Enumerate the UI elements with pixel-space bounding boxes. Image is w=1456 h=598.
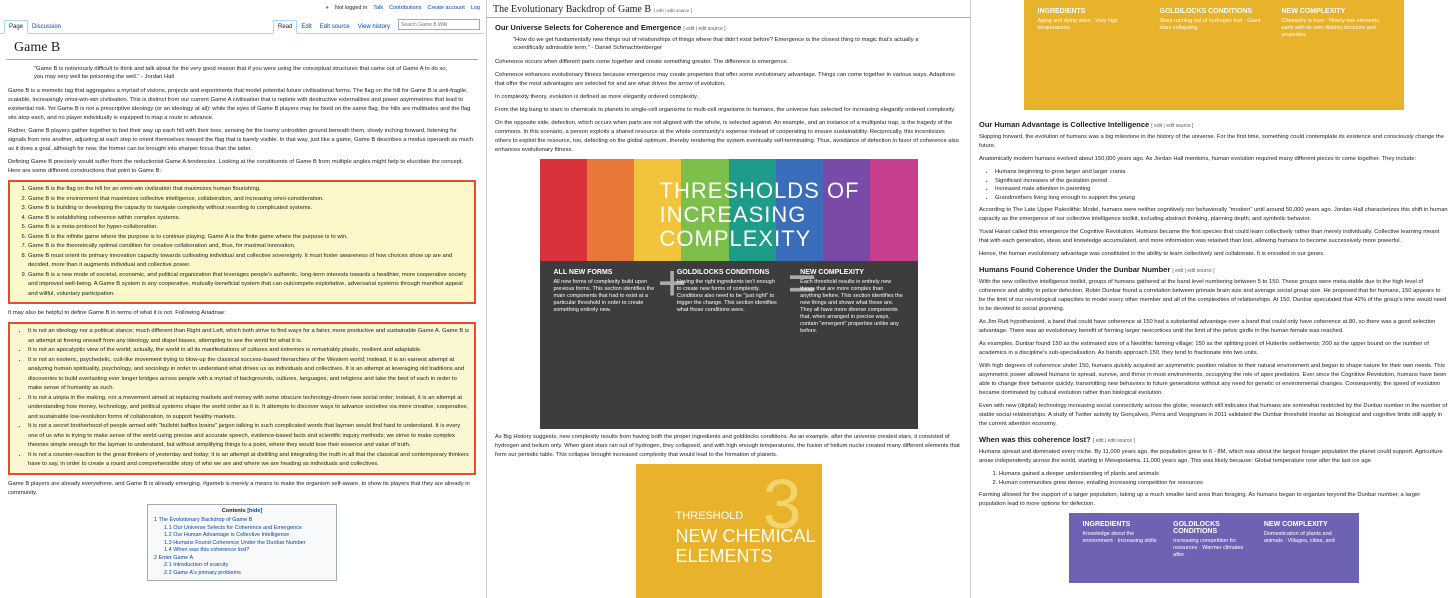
table-of-contents [147, 504, 337, 582]
paragraph: Humans spread and dominated every niche. By 11,000 years ago, the population grew to 6 - 8M, which was about the largest forager population the planet could support. Agriculture arose independently across the world, starting in Mesopotamia, 11,000 years ago. This was likely because: Global temperature rose after the last ice age [979, 449, 1443, 464]
list-item: • Humans beginning to grow larger and larger crania [995, 168, 1448, 177]
paragraph: As Jim Rutt hypothesized, a band that could have coherence at 150 had a substantial advantage over a band that could only have coherence at 80, so there was a good selection advantage. There was an evolutionary benefit of forming larger neocortices until the limit of the pelvic girdle in the human female was reached. [979, 319, 1436, 334]
paragraph: Yuval Harari called this emergence the Cognitive Revolution. Humans became the first species that could learn collectively rather than merely individually. Collective learning meant that with each generation, ideas and knowledge accumulated, and more information was retained than lost, allowing humans to become successively more powerful. [979, 229, 1440, 244]
thresholds-graphic [540, 159, 918, 429]
list-item: 2. Human communities grew dense, entailing increasing competition for resources [999, 479, 1448, 488]
threshold-label: THRESHOLD [675, 510, 744, 522]
list-item: 3. Game B is building or developing the capacity to navigate complexity without resorting to complicated systems. [28, 204, 470, 214]
toc-item[interactable]: 1.3 Humans Found Coherence Under the Dunbar Number [164, 539, 306, 546]
section-heading: The Evolutionary Backdrop of Game B [ edit | edit source ] [487, 0, 970, 18]
edit-section-link[interactable]: [ edit | edit source ] [1092, 438, 1135, 444]
what-it-is-not-highlight-box [8, 322, 476, 475]
evolution-pieces-list [979, 168, 1448, 202]
subsection-heading: When was this coherence lost? [ edit | edit source ] [979, 435, 1135, 444]
plus-symbol: + [657, 255, 687, 311]
list-item: 9. Game B is a new mode of societal, economic, and political organization that leverages people's authentic, long-term interests towards a healthier, more cooperative society and improved well-being. A Game B system is any cooperative, mutually-beneficial system that can outcompete exploitative, adversarial systems through manifest appeal and willful, voluntary participation. [28, 271, 470, 300]
graphic-heading: THRESHOLDS OF INCREASING COMPLEXITY [659, 178, 860, 251]
paragraph: Farming allowed for the support of a larger population, taking up a much smaller land area than foraging. As humans began to organize beyond the Dunbar number, a larger population lead to more options for defection. [979, 492, 1421, 507]
paragraph: Even with new (digital) technology increasing social connectivity across the globe, research still indicates that humans are somewhat restricted by the Dunbar number in the number of stable social relationships. A study of Twitter activity by Gonçalves, Perra and Vespignani in 2011 validated the Dunbar threshold insofar as biological and cognitive limits still apply in the current attention economy. [979, 403, 1448, 427]
intro-paragraph-1: Game B is a memetic tag that aggregates a myriad of visions, projects and experiments that model potential future civilisational forms. The flag on the hill for Game B is anti-fragile, scalable, increasingly omni-win-win civilisation. This is distinct from our current Game A civilisation that is replete with destructive externalities and power asymmetries that lead to existential risk. Yet Game B is not a prescriptive ideology (or an ideology at all): while the eyes of Game B players may be fixed on the same flag, the hills are multitudes and the flag sits atop each, and no player individually is equipped to map a route in advance. [8, 88, 471, 121]
toc-item[interactable]: 1.1 Our Universe Selects for Coherence and Emergence [164, 524, 302, 531]
wiki-panel-human-advantage [970, 0, 1456, 598]
threshold-number: 3 [762, 465, 802, 543]
list-item: • It is not a utopia in the making, nor a movement aimed at replacing markets and money with some obscure technology-driven new social order; instead, it is an attempt at understanding how money, technology, and political systems shape the world order as it is. It attempts to discover ways to advance societies via more creative, cooperative, and sustainable low-resolution forms of collaboration, to support healthy markets. [28, 394, 470, 423]
paragraph: Skipping forward, the evolution of humans was a big milestone in the history of the universe. For the first time, something could contemplate its existence and consciously change the future. [979, 134, 1444, 149]
subsection-heading: Humans Found Coherence Under the Dunbar Number [ edit | edit source ] [979, 265, 1215, 274]
list-item: 5. Game B is a meta-protocol for hyper-collaboration. [28, 223, 470, 233]
chemistry-graphic: INGREDIENTS Aging and dying stars · Very high temperatures GOLDILOCKS CONDITIONS Stars running out of hydrogen fuel · Giant stars collapsing NEW COMPLEXITY Chemistry is born · Ninety-two elements, each with its own distinct structure and properties [1024, 0, 1404, 110]
edit-section-link[interactable]: [ edit | edit source ] [1151, 123, 1194, 129]
toc-item[interactable]: 1.4 When was this coherence lost? [164, 547, 250, 553]
user-icon: ● [325, 5, 329, 11]
search-input[interactable] [398, 19, 480, 30]
color-stripe [587, 159, 634, 261]
color-stripe [540, 159, 587, 261]
threshold-3-graphic [636, 464, 822, 598]
paragraph: With high degrees of coherence under 150, humans quickly acquired an asymmetric position relative to their natural environment and began to shape nature for their own needs. This asymmetric power allowed humans to spread, survive, and thrive in most environments, occupying the role of apex predators. Ever since the Cognitive Revolution, humans have been able to change their behavior quickly, transmitting new behaviors to future generations without any need for genetic or environmental changes. Consequently, the speed of evolution became dominated by cultural evolution rather than biological evolution. [979, 363, 1447, 396]
page-title: Game B [6, 34, 478, 60]
list-item: • Grandmothers living long enough to support the young [995, 194, 1448, 203]
personal-tools-bar [0, 0, 484, 16]
section-body [487, 36, 970, 155]
paragraph: Coherence occurs when different parts come together and create something greater. The difference is emergence. [495, 59, 789, 65]
list-item: • It is not an esoteric, psychedelic, cult-like movement trying to blow-up the classical success-based hierarchies of the Western world; instead, it is an earnest attempt at analyzing human spirituality, psychology, and sociology in order to understand what drives us as individuals and collectives. It is an attempt at leveraging old traditions and discoveries to build everlasting ever longer bridges across people with a myriad of backgrounds, cultures, languages, and religions and take the best of each in order to make sense of humanity as such. [28, 356, 470, 394]
paragraph: Hence, the human evolutionary advantage was constituted in the ability to learn collectively and collaborate. It is encoded in our genes. [979, 251, 1325, 257]
list-item: 1. Humans gained a deeper understanding of plants and animals [999, 470, 1448, 479]
list-item: 6. Game B is the infinite game where the purpose is to continue playing. Game A is the finite game where the purpose is to win. [28, 233, 470, 243]
tab-read[interactable]: Read [273, 20, 297, 34]
list-item: 7. Game B is the theoretically optimal condition for creative collaboration and, thus, for maximal innovation. [28, 242, 470, 252]
list-item: • It is not an ideology nor a political stance; much different than Right and Left, which both strive to find ways for a fairer, more productive and sustainable Game A. Game B is an attempt at freeing oneself from any ideology and dispel biases, attempting to see the world for what it is. [28, 327, 470, 346]
not-logged-in-label: Not logged in [334, 5, 368, 11]
page-tabs [0, 16, 484, 34]
toc-item[interactable]: 2 Enter Game A [154, 554, 194, 561]
paragraph: According to The Late Upper Paleolithic Model, humans were neither cognitively nor behaviorally "modern" until around 50,000 years ago. Jordan Hall characterizes this shift in human capacity as the emergence of our collective intelligence toolkit, including abstract thinking, planning depth, and symbolic behavior. [979, 207, 1448, 222]
paragraph: On the opposite side, defection, which occurs when parts are not aligned with the whole, is selected against. An example, and an instance of a multipolar trap, is the tragedy of the commons. In this scenario, a person exploits a shared resource at the whole community's expense instead of cooperating to ensure sustainability. Reciprocally, this incentivizes others to exploit the resource, too, defecting on the global optimum, thereby rendering the system eventually self-terminating. Thus, avoidance of defection in favor of coherence also enhances evolutionary fitness. [495, 120, 959, 153]
paragraph: Coherence enhances evolutionary fitness because emergence may create properties that offer some evolutionary advantage. Things can come together in various ways. Adaptions that offer the most advantages are selected for and are what drives the arrow of evolution. [495, 72, 955, 87]
toc-hide-toggle[interactable]: [hide] [247, 507, 263, 514]
intro-paragraph-3: Defining Game B precisely would suffer from the reductionist Game A tendencies. Looking at the constituents of Game B from multiple angles might help to elucidate the concept. Here are some different constructions that point to Game B: [8, 159, 464, 174]
not-list [16, 327, 470, 470]
subsection-heading: Our Universe Selects for Coherence and Emergence [ edit | edit source ] [495, 23, 726, 32]
paragraph: Anatomically modern humans evolved about 150,000 years ago. As Jordan Hall mentions, human evolution required many different pieces to come together. They include: [979, 156, 1417, 162]
list-item: • It is not a counter-reaction to the great thinkers of yesterday and today; it is an attempt at distilling and integrating the truth in all that the classical and contemporary thinkers have to say, in order to create a round and comprehensible story of who we are and where we are heading as individuals and collectives. [28, 451, 470, 470]
talk-link[interactable]: Talk [373, 5, 384, 11]
list-item: • It is not an apocalyptic view of the world; actually, the world in all its manifestations of cultures and extremes is remarkably plastic, resilient and adaptable. [28, 346, 470, 356]
toc-title: Contents [221, 507, 246, 514]
agriculture-graphic: INGREDIENTS Knowledge about the environment · Increasing skills GOLDILOCKS CONDITIONS Increasing competition for resources · Warmer climates after NEW COMPLEXITY Domestication of plants and animals · Villages, cities, and [1069, 513, 1359, 583]
edit-section-link[interactable]: [ edit | edit source ] [683, 26, 726, 32]
toc-item[interactable]: 2.2 Game A's primary problems [164, 569, 241, 576]
tab-edit-source[interactable]: Edit source [319, 24, 350, 30]
list-item: 8. Game B must orient its primary innovation capacity towards cultivating individual and collective sovereignty. It must foster awareness of how choices show up are and decided, more than it augments individual and collective power. [28, 252, 470, 271]
list-item: • It is not a secret brotherhood of people armed with "bullshit baffles brains" jargon talking in such complicated words that laymen would find hard to understand. It is every one of us who is trying to make sense of the world using precise and accurate speech, evidence-based facts and scientific inquiry methods; we strive to make complex theories simple enough for the layman to understand, but without simplifying things to a point, where they would lose their essence and value of truth. [28, 422, 470, 451]
list-item: 2. Game B is the environment that maximizes collective intelligence, collaboration, and increasing omni-consideration. [28, 195, 470, 205]
tab-view-history[interactable]: View history [357, 24, 390, 30]
intro-paragraph-2: Rather, Game B players gather together to feel their way up each hill with their toes, sensing for the loamy untrodden ground beneath them, slowly inching forward, listening for signals from one another, adjusting at each step to orient themselves toward the flag that is barely visible. In that way, just like a game, Game B describes a modus operandi as much as it does a goal, although for now, the former can be brought into sharper focus than the latter. [8, 128, 474, 152]
edit-section-link[interactable]: [ edit | edit source ] [653, 9, 693, 14]
article-body [0, 65, 484, 581]
edit-section-link[interactable]: [ edit | edit source ] [1172, 268, 1215, 274]
list-item: • Significant increases of the gestation period [995, 177, 1448, 186]
list-item: • Increased male attention in parenting [995, 185, 1448, 194]
paragraph: As examples, Dunbar found 150 as the estimated size of a Neolithic farming village; 150 as the splitting point of Hutterite settlements; 200 as the upper bound on the number of academics in a discipline's sub-specialisation. As bands approach 150, they tend to fractionate into two units. [979, 341, 1429, 356]
definitions-highlight-box [8, 180, 476, 304]
toc-item[interactable]: 2.1 Introduction of scarcity [164, 562, 229, 568]
list-item: 4. Game B is establishing coherence within complex systems. [28, 214, 470, 224]
list-item: 1. Game B is the flag on the hill for an omni-win civilization that maximizes human flourishing. [28, 185, 470, 195]
agriculture-reasons-list [979, 470, 1448, 487]
definitions-list [16, 185, 470, 299]
tab-page[interactable]: Page [4, 20, 28, 34]
wiki-panel-evolutionary-backdrop [486, 0, 970, 598]
schmachtenberger-quote: "How do we get fundamentally new things out of relationships of things where that didn't exist before? Emergence is the closest thing to magic that's actually a scientifically admissible term." - Daniel Schmachtenberger [513, 37, 919, 51]
create-account-link[interactable]: Create account [427, 5, 465, 11]
contributions-link[interactable]: Contributions [389, 5, 422, 11]
opening-quote: "Game B is notoriously difficult to think and talk about for the very good reason that if you were using the conceptual structures that came out of Game A to do so, you may very well be poisoning the well." - Jordan Hall [34, 66, 448, 80]
big-history-paragraph: As Big History suggests, new complexity results from having both the proper ingredients and goldilocks conditions. As an example, after the universe created stars, it consisted of hydrogen and helium only. When giant stars ran out of hydrogen, they collapsed, and with high enough temperatures, the fusion of helium nuclei created many different elements that form our periodic table. This collapse brought increased complexity that would lead to the formation of planets. [495, 434, 960, 458]
toc-item[interactable]: 1 The Evolutionary Backdrop of Game B [154, 517, 253, 523]
wiki-panel-game-b [0, 0, 484, 598]
threshold-title: NEW CHEMICAL ELEMENTS [675, 526, 815, 566]
equals-symbol: = [787, 255, 817, 311]
subsection-heading: Our Human Advantage is Collective Intelligence [ edit | edit source ] [979, 120, 1194, 129]
paragraph: With the new collective intelligence toolkit, groups of humans gathered at the band level numbering between 5 to 150. These groups were meta-stable due to the high level of coherence and ability to police defection. Robin Dunbar found a correlation between primate brain size and average social group size. He proposed that for humans, 150 appears to be the limit of our neurological capacities to model every other member and all of the complexities of relationships. At 150, Dunbar speculated that 42% of the group's time would need to be devoted to social grooming. [979, 279, 1447, 312]
toc-item[interactable]: 1.2 Our Human Advantage is Collective Intelligence [164, 532, 290, 538]
not-intro-paragraph: It may also be helpful to define Game B in terms of what it is not. Following Ariadnae: [8, 310, 226, 316]
paragraph: From the big bang to stars to chemicals to planets to single-cell organisms to multi-cell organisms to humans, the universe has selected for increasing elegantly ordered complexity. [495, 107, 956, 113]
closing-paragraph: Game B players are already everywhere, and Game B is already emerging. #gameb is merely a means to make the organism self-aware, to show its players that they are already in community. [8, 480, 470, 496]
graphic-columns: ALL NEW FORMS All new forms of complexity build upon previous forms. This section identifies the main components that had to exist at a particular threshold in order to create something entirely new. GOLDILOCKS CONDITIONS Having the right ingredients isn't enough to create new forms of complexity. Conditions also need to be "just right" to trigger the change. This section identifies what those conditions were. NEW COMPLEXITY Each threshold results in entirely new things that are more complex than anything before. This section identifies the new things and shows what those are. They all have more diverse components that, when arranged in precise ways, contain "emergent" properties unlike any before. [553, 269, 903, 334]
log-in-link[interactable]: Log [470, 5, 480, 11]
tab-discussion[interactable]: Discussion [32, 24, 62, 30]
paragraph: In complexity theory, evolution is defined as more elegantly ordered complexity. [495, 94, 699, 100]
tab-edit[interactable]: Edit [301, 24, 312, 30]
